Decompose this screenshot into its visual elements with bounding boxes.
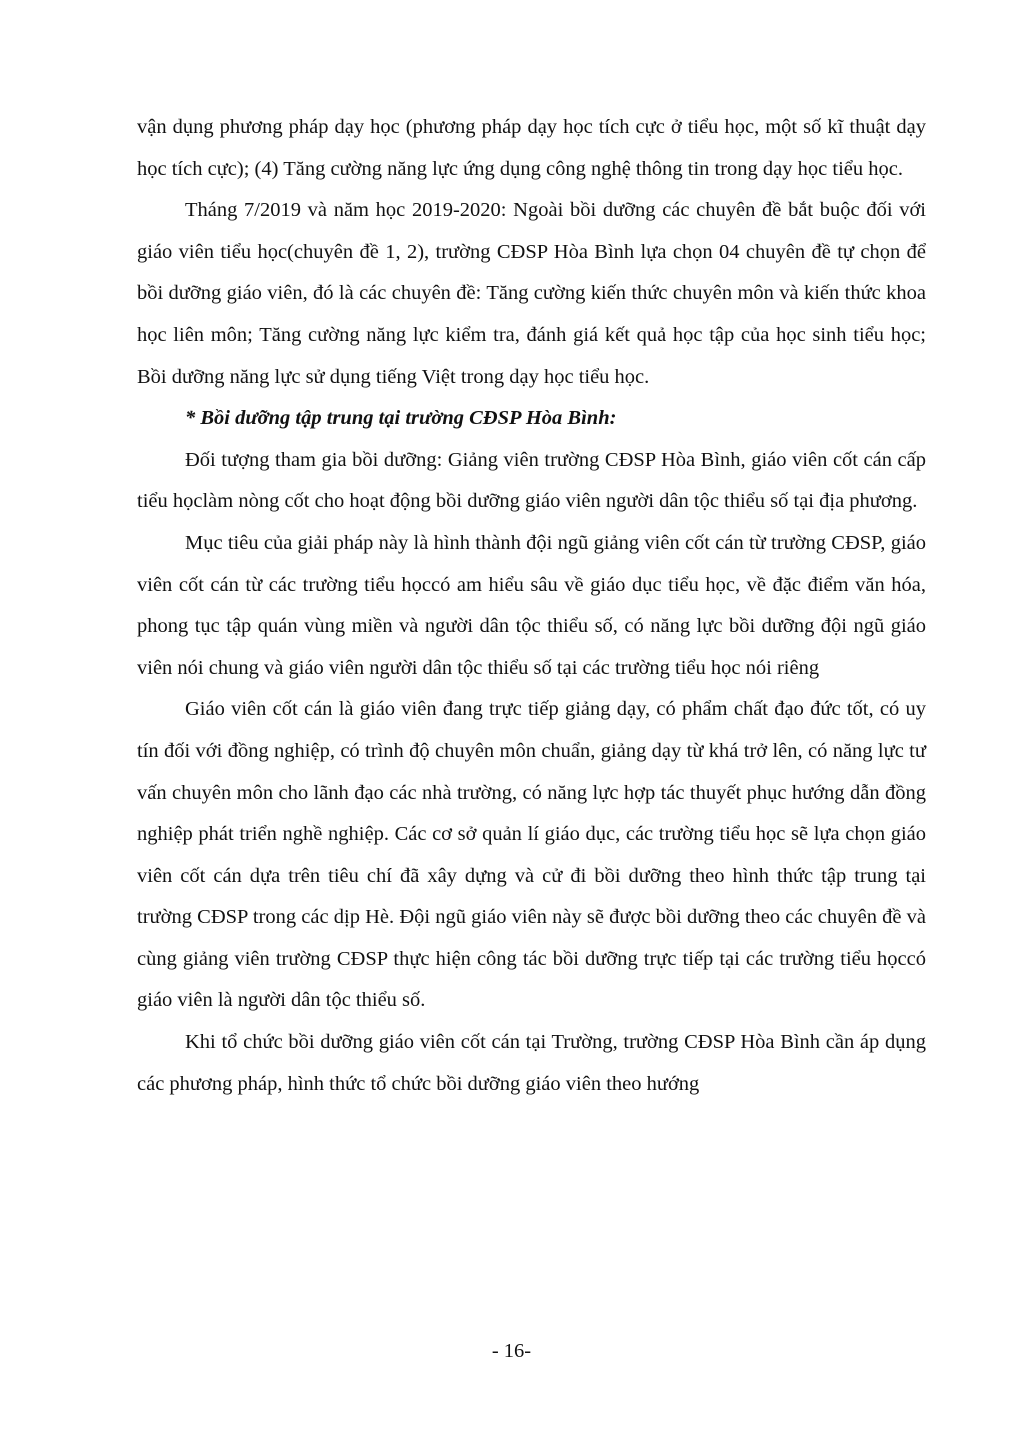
paragraph-organization: Khi tổ chức bồi dưỡng giáo viên cốt cán tại Trường, trường CĐSP Hòa Bình cần áp dụng các phương pháp, hình thức tổ chức bồi dưỡng giáo viên theo hướng [137, 1031, 926, 1095]
paragraph-continuation: vận dụng phương pháp dạy học (phương pháp dạy học tích cực ở tiểu học, một số kĩ thuật dạy học tích cực); (4) Tăng cường năng lực ứng dụng công nghệ thông tin trong dạy học tiểu học. [137, 116, 926, 180]
paragraph-schedule-2019: Tháng 7/2019 và năm học 2019-2020: Ngoài bồi dưỡng các chuyên đề bắt buộc đối với giáo viên tiểu học(chuyên đề 1, 2), trường CĐSP Hòa Bình lựa chọn 04 chuyên đề tự chọn để bồi dưỡng giáo viên, đó là các chuyên đề: Tăng cường kiến thức chuyên môn và kiến thức khoa học liên môn; Tăng cường năng lực kiểm tra, đánh giá kết quả học tập của học sinh tiểu học; Bồi dưỡng năng lực sử dụng tiếng Việt trong dạy học tiểu học. [137, 199, 926, 388]
document-body [137, 107, 926, 1105]
page-number: - 16- [491, 1340, 532, 1362]
paragraph-participants: Đối tượng tham gia bồi dưỡng: Giảng viên trường CĐSP Hòa Bình, giáo viên cốt cán cấp tiểu họclàm nòng cốt cho hoạt động bồi dưỡng giáo viên người dân tộc thiểu số tại địa phương. [137, 448, 926, 513]
paragraph-core-teachers: Giáo viên cốt cán là giáo viên đang trực tiếp giảng dạy, có phẩm chất đạo đức tốt, có uy tín đối với đồng nghiệp, có trình độ chuyên môn chuẩn, giảng dạy từ khá trở lên, có năng lực tư vấn chuyên môn cho lãnh đạo các nhà trường, có năng lực hợp tác thuyết phục hướng dẫn đồng nghiệp phát triển nghề nghiệp. Các cơ sở quản lí giáo dục, các trường tiểu học sẽ lựa chọn giáo viên cốt cán dựa trên tiêu chí đã xây dựng và cử đi bồi dưỡng theo hình thức tập trung tại trường CĐSP trong các dịp Hè. Đội ngũ giáo viên này sẽ được bồi dưỡng theo các chuyên đề và cùng giảng viên trường CĐSP thực hiện công tác bồi dưỡng trực tiếp tại các trường tiểu họccó giáo viên là người dân tộc thiểu số. [137, 698, 926, 1012]
paragraph-objective: Mục tiêu của giải pháp này là hình thành đội ngũ giảng viên cốt cán từ trường CĐSP, giáo viên cốt cán từ các trường tiểu họccó am hiểu sâu về giáo dục tiểu học, về đặc điểm văn hóa, phong tục tập quán vùng miền và người dân tộc thiểu số, có năng lực bồi dưỡng đội ngũ giáo viên nói chung và giáo viên người dân tộc thiểu số tại các trường tiểu học nói riêng [137, 531, 926, 679]
section-heading: * Bồi dưỡng tập trung tại trường CĐSP Hòa Bình: [185, 407, 617, 430]
